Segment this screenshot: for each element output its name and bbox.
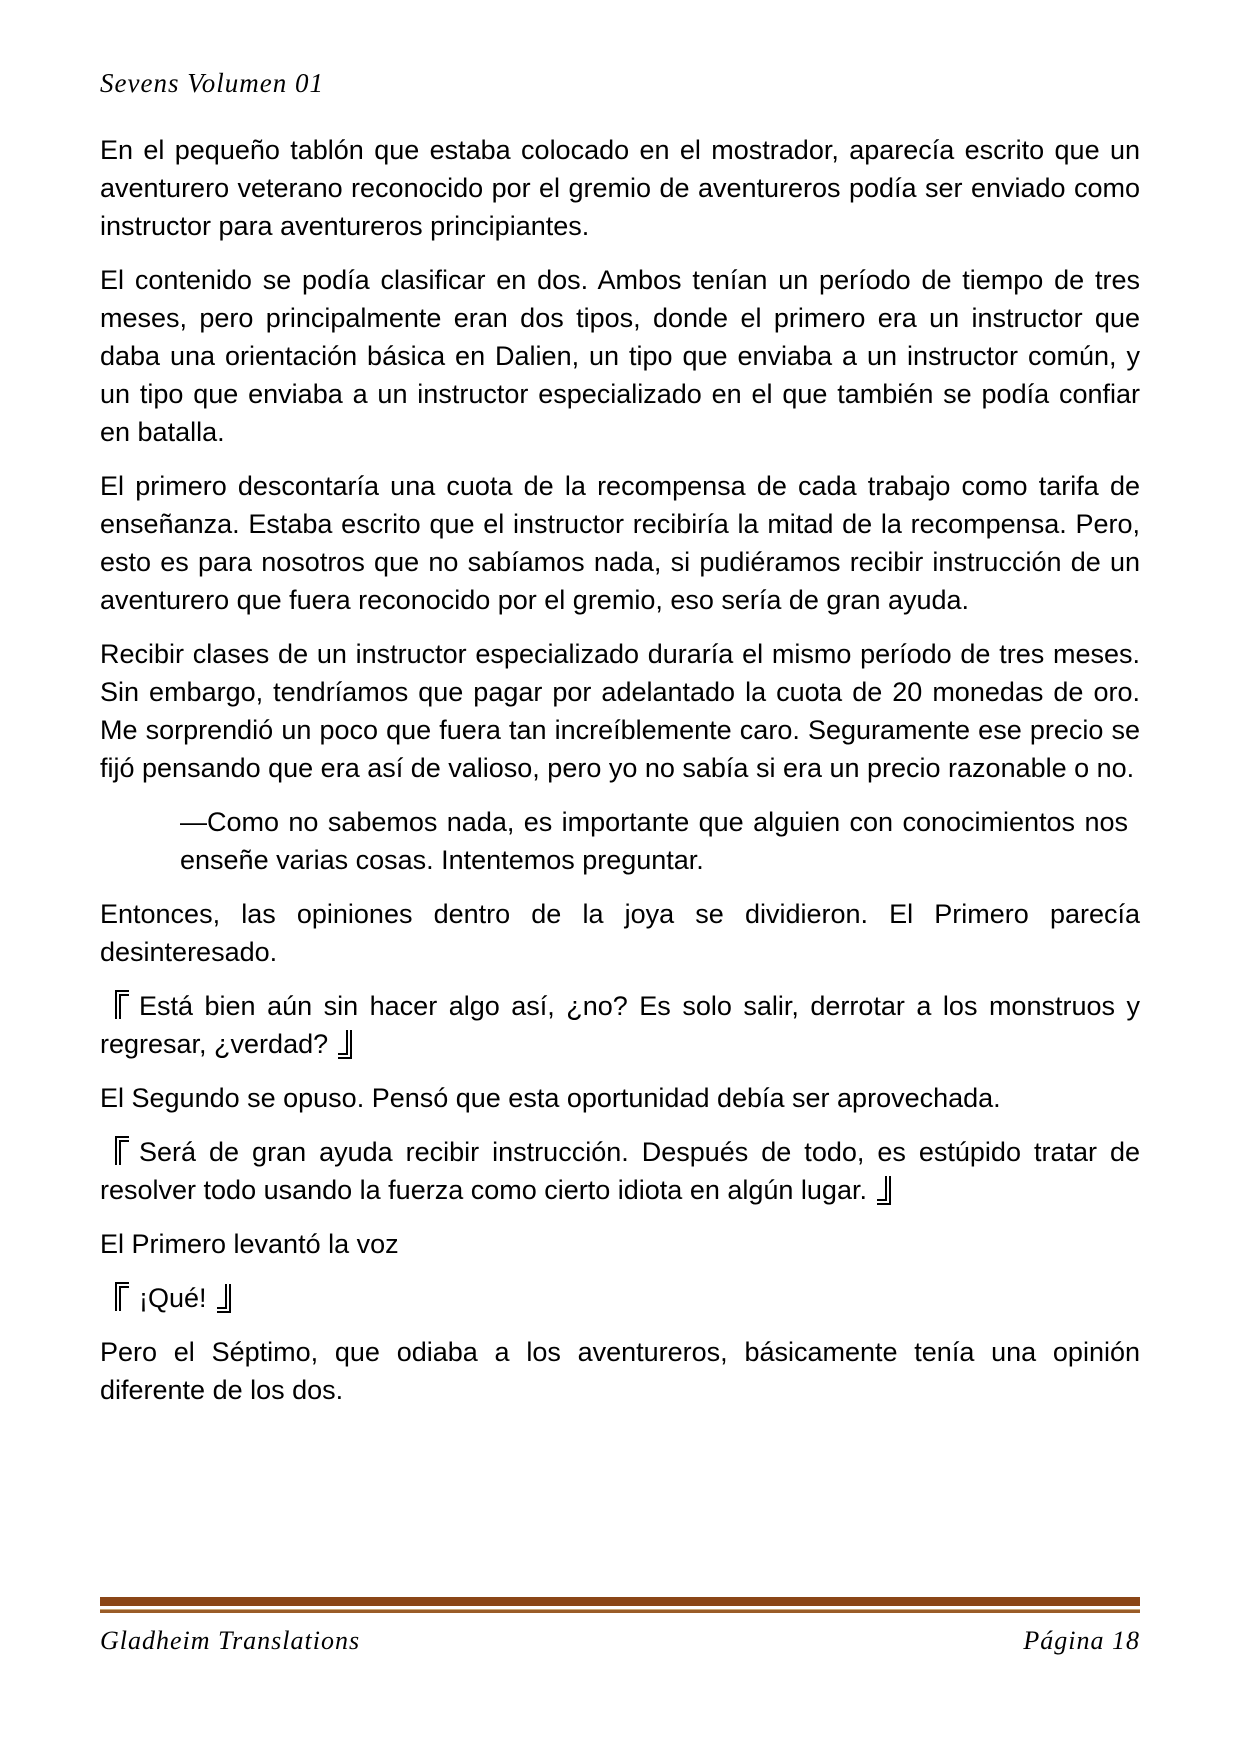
paragraph (100, 131, 1140, 245)
document-body (100, 131, 1140, 1425)
open-quote-bracket-icon (115, 990, 129, 1019)
footer-divider-thin-rule (100, 1609, 1140, 1613)
paragraph-text: Está bien aún sin hacer algo así, ¿no? Es solo salir, derrotar a los monstruos y regresar, ¿verdad? (100, 991, 1140, 1059)
paragraph (100, 635, 1140, 787)
paragraph-text: El primero descontaría una cuota de la recompensa de cada trabajo como tarifa de enseñanza. Estaba escrito que el instructor recibiría la mitad de la recompensa. Pero, esto es para nosotros que no sabíamos nada, si pudiéramos recibir instrucción de un aventurero que fuera reconocido por el gremio, eso sería de gran ayuda. (100, 471, 1140, 615)
close-quote-bracket-icon (217, 1284, 231, 1313)
paragraph-text: ¡Qué! (139, 1283, 207, 1313)
paragraph (100, 1333, 1140, 1409)
footer-divider (100, 1597, 1140, 1613)
paragraph-text: Pero el Séptimo, que odiaba a los aventureros, básicamente tenía una opinión diferente de los dos. (100, 1337, 1140, 1405)
paragraph-text: El Primero levantó la voz (100, 1229, 399, 1259)
paragraph-text: El contenido se podía clasificar en dos. Ambos tenían un período de tiempo de tres meses, pero principalmente eran dos tipos, donde el primero era un instructor que daba una orientación básica en Dalien, un tipo que enviaba a un instructor común, y un tipo que enviaba a un instructor especializado en el que también se podía confiar en batalla. (100, 265, 1140, 447)
close-quote-bracket-icon (338, 1030, 352, 1059)
paragraph (100, 1133, 1140, 1209)
paragraph (100, 1079, 1140, 1117)
paragraph-text: En el pequeño tablón que estaba colocado en el mostrador, aparecía escrito que un aventurero veterano reconocido por el gremio de aventureros podía ser enviado como instructor para aventureros principiantes. (100, 135, 1140, 241)
paragraph-text: Recibir clases de un instructor especializado duraría el mismo período de tres meses. Sin embargo, tendríamos que pagar por adelantado la cuota de 20 monedas de oro. Me sorprendió un poco que fuera tan increíblemente caro. Seguramente ese precio se fijó pensando que era así de valioso, pero yo no sabía si era un precio razonable o no. (100, 639, 1140, 783)
footer-divider-thick-rule (100, 1597, 1140, 1606)
open-quote-bracket-icon (115, 1136, 129, 1165)
footer-page-number: Página 18 (1023, 1626, 1140, 1655)
paragraph (100, 987, 1140, 1063)
paragraph (100, 261, 1140, 451)
paragraph-text: El Segundo se opuso. Pensó que esta oportunidad debía ser aprovechada. (100, 1083, 1001, 1113)
open-quote-bracket-icon (115, 1282, 129, 1311)
header-title: Sevens Volumen 01 (100, 68, 324, 98)
paragraph (100, 895, 1140, 971)
paragraph-text: Entonces, las opiniones dentro de la joya se dividieron. El Primero parecía desinteresado. (100, 899, 1140, 967)
paragraph (100, 1225, 1140, 1263)
paragraph (100, 1279, 1140, 1317)
page-header (100, 68, 1140, 99)
paragraph (100, 467, 1140, 619)
page-footer (100, 1597, 1140, 1656)
footer-translator-credit: Gladheim Translations (100, 1626, 361, 1655)
paragraph-text: Será de gran ayuda recibir instrucción. Después de todo, es estúpido tratar de resolver todo usando la fuerza como cierto idiota en algún lugar. (100, 1137, 1140, 1205)
paragraph (180, 803, 1128, 879)
close-quote-bracket-icon (877, 1176, 891, 1205)
paragraph-text: —Como no sabemos nada, es importante que alguien con conocimientos nos enseñe varias cosas. Intentemos preguntar. (180, 807, 1128, 875)
